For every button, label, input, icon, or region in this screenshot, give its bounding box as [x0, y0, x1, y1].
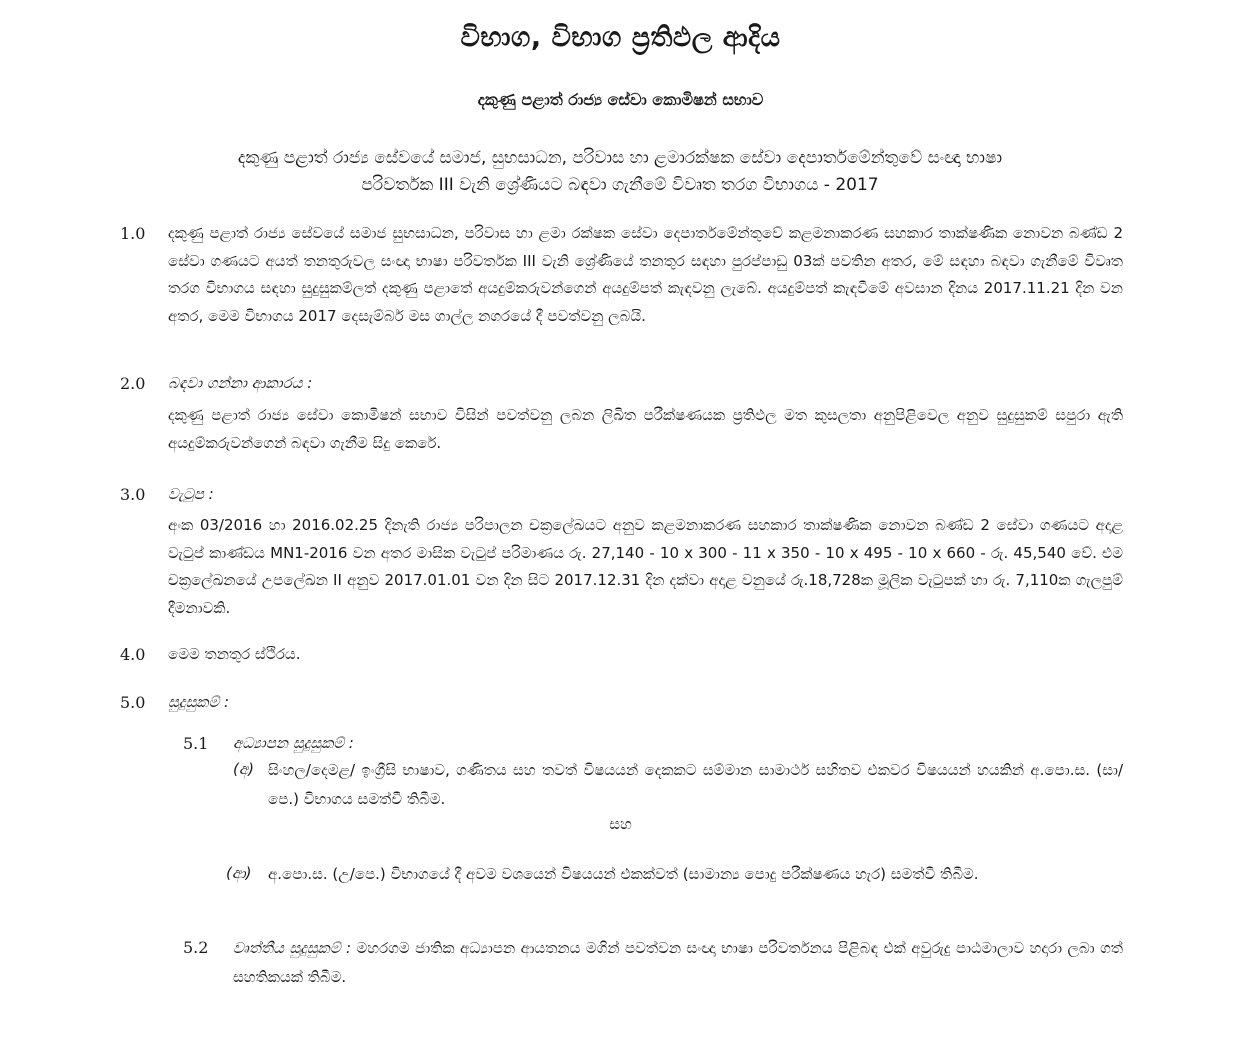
item-b-text: අ.පො.ස. (උ/පෙ.) විභාගයේ දී අවම වශයෙන් විෂයයන් එකක්වත් (සාමාන්‍ය පොදු පරීක්ෂණය හැර) සමත්වී තිබීම.	[268, 865, 979, 883]
subsection-5-2-body	[233, 934, 1123, 992]
section-1-number: 1.0	[120, 224, 146, 243]
item-a-text: සිංහල/දෙමළ/ ඉංග්‍රීසි භාෂාව, ගණිතය සහ තවත් විෂයයන් දෙකකට සම්මාන සාමාර්ථ සහිතව එකවර විෂයයන් හයකින් අ.පො.ස. (සා/පෙ.) විභාගය සමත්වී තිබීම.	[268, 761, 1123, 808]
section-5-title: සුදුසුකම් :	[168, 693, 230, 711]
exam-heading-line1: දකුණු පළාත් රාජ්‍ය සේවයේ සමාජ, සුභසාධන, පරිවාස හා ළමාරක්ෂක සේවා දෙපාර්තමේන්තුවේ සංඥා භාෂා	[237, 148, 1003, 168]
connector-and	[0, 815, 1241, 833]
section-2-body: දකුණු පළාත් රාජ්‍ය සේවා කොමිෂන් සභාව විසින් පවත්වනු ලබන ලිඛිත පරීක්ෂණයක ප්‍රතිඵල මත කුසලතා අනුපිළිවෙල අනුව සුදුසුකම් සපුරා ඇති අයදුම්කරුවන්ගෙන් බඳවා ගැනීම සිදු කෙරේ.	[168, 406, 1123, 452]
section-2-title: බඳවා ගන්නා ආකාරය :	[168, 374, 313, 392]
item-a-marker: (අ)	[233, 760, 254, 778]
subsection-5-1-title: අධ්‍යාපන සුදුසුකම් :	[233, 734, 354, 752]
section-3-title: වැටුප :	[168, 485, 214, 503]
page-title: විභාග, විභාග ප්‍රතිඵල ආදිය	[460, 22, 781, 53]
section-3-body: අංක 03/2016 හා 2016.02.25 දිනැති රාජ්‍ය පරිපාලන චක්‍රලේඛයට අනුව කළමනාකරණ සහකාර තාක්ෂණික නොවන බණ්ඩ 2 සේවා ගණයට අදාළ වැටුප් කාණ්ඩය MN1-2016 වන අතර මාසික වැටුප් පරිමාණය රු. 27,140 - 10 x 300 - 11 x 350 - 10 x 495 - 10 x 660 - රු. 45,540 වේ. එම චක්‍රලේඛනයේ උපලේඛන II අනුව 2017.01.01 වන දින සිට 2017.12.31 දින දක්වා අදාළ වනුයේ රු.18,728ක මූලික වැටුපක් හා රු. 7,110ක ගැලපුම් දීමනාවකි.	[168, 516, 1123, 617]
section-5-number: 5.0	[120, 693, 146, 712]
exam-heading-line2: පරිවර්තක III වැනි ශ්‍රේණියට බඳවා ගැනීමේ විවෘත තරග විභාගය - 2017	[361, 175, 879, 195]
subsection-5-2-title: වෘත්තීය සුදුසුකම් :	[233, 939, 352, 957]
page-subtitle: දකුණු පළාත් රාජ්‍ය සේවා කොමිෂන් සභාව	[477, 90, 764, 109]
subsection-5-2-text: මහරගම ජාතික අධ්‍යාපන ආයතනය මගින් පවත්වන සංඥා භාෂා පරිවර්තනය පිළිබඳ එක් අවුරුදු පාඨමාලාව හදාරා ලබා ගත් සහතිකයක් තිබීම.	[233, 939, 1123, 986]
item-b-marker: (ආ)	[226, 864, 252, 882]
section-4-number: 4.0	[120, 645, 146, 664]
section-3-number: 3.0	[120, 485, 146, 504]
section-2-number: 2.0	[120, 374, 146, 393]
exam-heading	[110, 145, 1130, 199]
section-4-body: මෙම තනතුර ස්ථිරය.	[168, 645, 301, 663]
section-1-body: දකුණු පළාත් රාජ්‍ය සේවයේ සමාජ සුභසාධන, පරිවාස හා ළමා රක්ෂක සේවා දෙපාර්තමේන්තුවේ කළමනාකරණ සහකාර තාක්ෂණික නොවන බණ්ඩ 2 සේවා ගණයට අයත් තනතුරුවල සංඥා භාෂා පරිවර්තක III වැනි ශ්‍රේණියේ තනතුර සඳහා පුරප්පාඩු 03ක් පවතින අතර, මේ සඳහා බඳවා ගැනීමේ විවෘත තරග විභාගය සඳහා සුදුසුකම්ලත් දකුණු පළාතේ අයදුම්කරුවන්ගෙන් අයදුම්පත් කැඳවනු ලැබේ. අයදුම්පත් කැඳවීමේ අවසාන දිනය 2017.11.21 දින වන අතර, මෙම විභාගය 2017 දෙසැම්බර් මස ගාල්ල නගරයේ දී පවත්වනු ලබයි.	[168, 224, 1123, 325]
connector-and-text: සහ	[609, 815, 632, 833]
subsection-5-2-number: 5.2	[183, 938, 209, 957]
subsection-5-1-number: 5.1	[183, 734, 209, 753]
